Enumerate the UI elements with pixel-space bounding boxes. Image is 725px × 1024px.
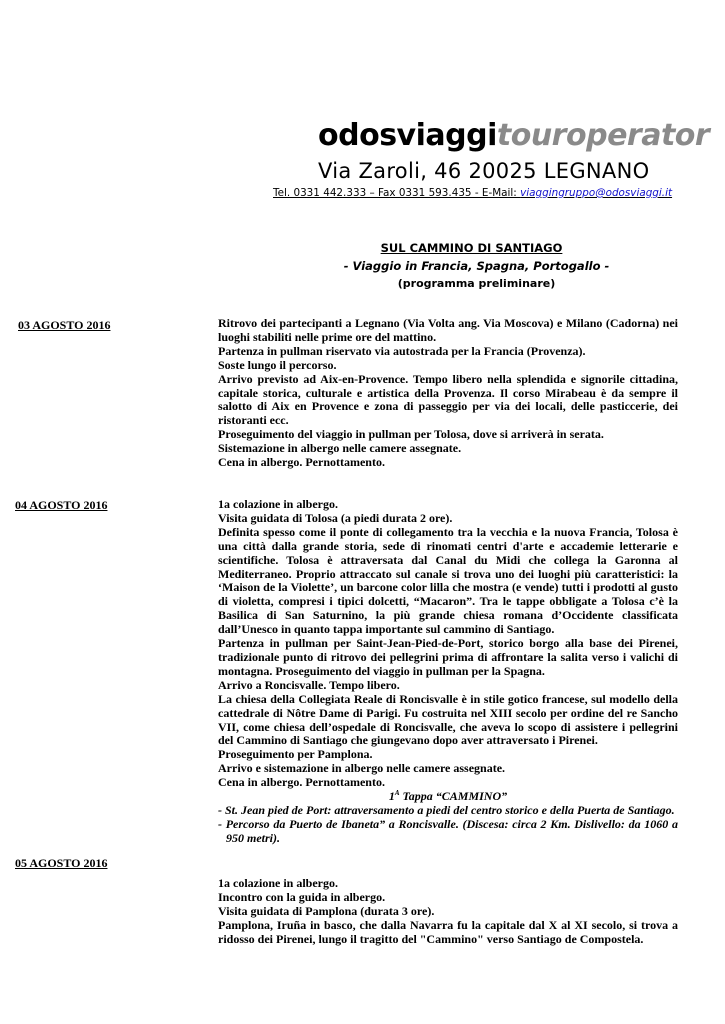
day-description: [218, 498, 678, 846]
paragraph: Definita spesso come il ponte di collegamento tra la vecchia e la nuova Francia, Tolosa è una città dalla grande storia, sede di rinomati centri d'arte e accademie letterarie e scientifiche. Tolosa è attraversata dal Canal du Midi che collega la Garonna al Mediterraneo. Proprio attraccato sul canale si trova uno dei luoghi più caratteristici: la ‘Maison de la Violette’, un barcone color lilla che mostra (e vende) tutti i prodotti al gusto di violetta, compresi i tipici dolcetti, “Macaron”. Tra le tappe obbligate a Tolosa c’è la Basilica di San Saturnino, la più grande chiesa romana d’Occidente classificata dall’Unesco in quanto tappa importante sul cammino di Santiago.: [218, 524, 678, 637]
document-note: (programma preliminare): [397, 277, 556, 290]
stage-heading: $1^A$ Tappa “CAMMINO”: [388, 789, 508, 804]
paragraph: Arrivo e sistemazione in albergo nelle camere assegnate.: [218, 761, 506, 776]
paragraph: Soste lungo il percorso.: [218, 357, 337, 372]
paragraph: La chiesa della Collegiata Reale di Roncisvalle è in stile gotico francese, sul modello della cattedrale di Nôtre Dame di Parigi. Fu costruita nel XIII secolo per ordine del re Sancho VII, come chiesa dell’ospedale di Roncisvalle, che aveva lo scopo di assistere i pellegrini del Cammino di Santiago che giungevano dopo aver attraversato i Pirenei.: [218, 691, 678, 748]
paragraph: 1a colazione in albergo.: [218, 497, 338, 511]
document-subtitle: - Viaggio in Francia, Spagna, Portogallo -: [343, 259, 610, 273]
paragraph: Visita guidata di Tolosa (a piedi durata 2 ore).: [218, 510, 453, 525]
brand-logo: [318, 118, 709, 154]
paragraph: 1a colazione in albergo.: [218, 876, 338, 890]
company-address: Via Zaroli, 46 20025 LEGNANO: [318, 159, 650, 183]
paragraph: Incontro con la guida in albergo.: [218, 889, 386, 904]
paragraph: Partenza in pullman riservato via autostrada per la Francia (Provenza).: [218, 343, 586, 358]
paragraph: Visita guidata di Pamplona (durata 3 ore).: [218, 903, 435, 918]
day-description: [218, 317, 678, 470]
paragraph: Proseguimento del viaggio in pullman per Tolosa, dove si arriverà in serata.: [218, 427, 604, 442]
brand-tagline: touroperator: [496, 118, 710, 153]
contact-phone-fax: Tel. 0331 442.333 – Fax 0331 593.435 - E-Mail:: [273, 187, 521, 199]
paragraph: Ritrovo dei partecipanti a Legnano (Via Volta ang. Via Moscova) e Milano (Cadorna) nei luoghi stabiliti nelle prime ore del mattino.: [218, 316, 678, 344]
paragraph: Cena in albergo. Pernottamento.: [218, 775, 385, 790]
paragraph: Pamplona, Iruña in basco, che dalla Navarra fu la capitale dal X al XI secolo, si trova a ridosso dei Pirenei, lungo il tragitto del "Cammino" verso Santiago de Compostela.: [218, 917, 678, 946]
stage-detail: - St. Jean pied de Port: attraversamento a piedi del centro storico e della Puerta de Santiago.: [218, 802, 675, 817]
day-date: 05 AGOSTO 2016: [15, 856, 108, 870]
paragraph: Arrivo previsto ad Aix-en-Provence. Tempo libero nella splendida e signorile cittadina, capitale storica, culturale e artistica della Provenza. Il corso Mirabeau è da sempre il salotto di Aix en Provence e zona di passeggio per via dei locali, delle pasticcerie, dei ristoranti ecc.: [218, 371, 678, 428]
day-description: [218, 877, 678, 947]
document-title: SUL CAMMINO DI SANTIAGO: [380, 241, 563, 255]
paragraph: Partenza in pullman per Saint-Jean-Pied-de-Port, storico borgo alla base dei Pirenei, tradizionale punto di ritrovo dei pellegrini prima di affrontare la salita verso i valichi di montagna. Proseguimento del viaggio in pullman per la Spagna.: [218, 636, 678, 678]
day-date: 03 AGOSTO 2016: [18, 318, 111, 332]
paragraph: Arrivo a Roncisvalle. Tempo libero.: [218, 677, 400, 692]
email-link[interactable]: viaggingruppo@odosviaggi.it: [520, 187, 673, 199]
contact-line: [273, 186, 672, 200]
paragraph: Cena in albergo. Pernottamento.: [218, 455, 385, 470]
day-date: 04 AGOSTO 2016: [15, 498, 108, 512]
paragraph: Sistemazione in albergo nelle camere assegnate.: [218, 441, 462, 456]
paragraph: Proseguimento per Pamplona.: [218, 747, 373, 762]
stage-detail: - Percorso da Puerto de Ibaneta” a Roncisvalle. (Discesa: circa 2 Km. Dislivello: da 1060 a 950 metri).: [218, 816, 678, 845]
brand-name: odosviaggi: [318, 118, 497, 153]
